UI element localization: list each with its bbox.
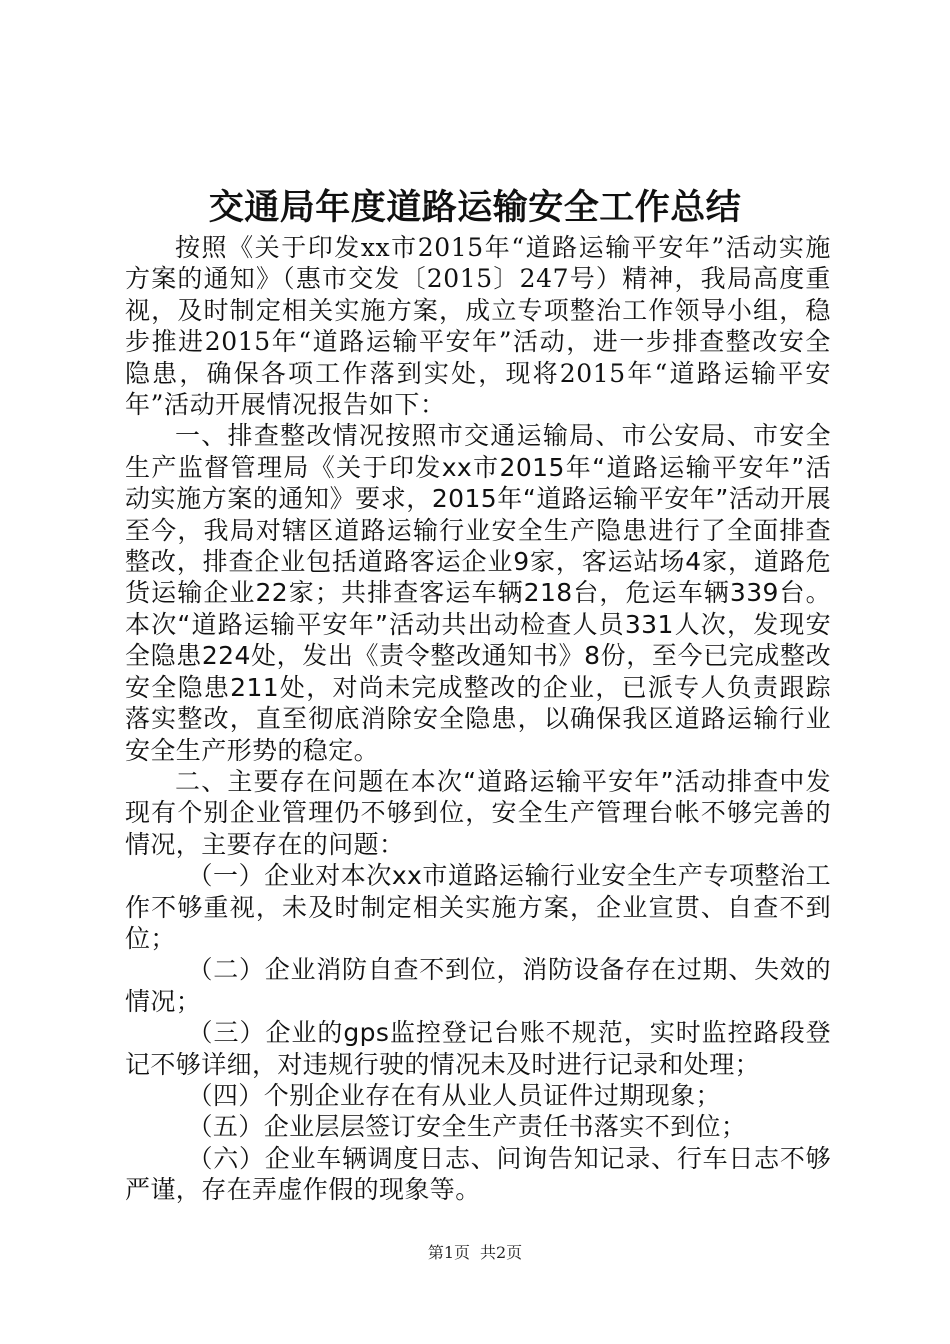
issue-item-5: （五）企业层层签订安全生产责任书落实不到位；: [187, 1112, 747, 1142]
page-footer: [0, 1243, 950, 1263]
page-total: 共2页: [480, 1243, 523, 1262]
issue-item-2: （二）企业消防自查不到位，消防设备存在过期、失效的情况；: [125, 955, 831, 1016]
section-one-paragraph: 一、排查整改情况按照市交通运输局、市公安局、市安全生产监督管理局《关于印发xx市2015年“道路运输平安年”活动实施方案的通知》要求，2015年“道路运输平安年”活动开展至今，我局对辖区道路运输行业安全生产隐患进行了全面排查整改，排查企业包括道路客运企业9家，客运站场4家，道路危货运输企业22家；共排查客运车辆218台，危运车辆339台。本次“道路运输平安年”活动共出动检查人员331人次，发现安全隐患224处，发出《责令整改通知书》8份，至今已完成整改安全隐患211处，对尚未完成整改的企业，已派专人负责跟踪落实整改，直至彻底消除安全隐患，以确保我区道路运输行业安全生产形势的稳定。: [125, 421, 831, 765]
issue-item-3: （三）企业的gps监控登记台账不规范，实时监控路段登记不够详细，对违规行驶的情况未及时进行记录和处理；: [125, 1018, 831, 1079]
page-number: 第1页: [427, 1243, 470, 1262]
document-title: 交通局年度道路运输安全工作总结: [208, 187, 742, 228]
intro-paragraph: 按照《关于印发xx市2015年“道路运输平安年”活动实施方案的通知》（惠市交发〔2015〕247号）精神，我局高度重视，及时制定相关实施方案，成立专项整治工作领导小组，稳步推进2015年“道路运输平安年”活动，进一步排查整改安全隐患，确保各项工作落到实处，现将2015年“道路运输平安年”活动开展情况报告如下：: [125, 233, 831, 420]
issue-item-6: （六）企业车辆调度日志、问询告知记录、行车日志不够严谨，存在弄虚作假的现象等。: [125, 1143, 831, 1205]
issue-item-1: （一）企业对本次xx市道路运输行业安全生产专项整治工作不够重视，未及时制定相关实施方案，企业宣贯、自查不到位；: [125, 861, 831, 953]
document-body: [125, 232, 831, 1206]
section-two-paragraph: 二、主要存在问题在本次“道路运输平安年”活动排查中发现有个别企业管理仍不够到位，安全生产管理台帐不够完善的情况，主要存在的问题：: [125, 766, 831, 859]
issue-item-4: （四）个别企业存在有从业人员证件过期现象；: [187, 1080, 721, 1110]
